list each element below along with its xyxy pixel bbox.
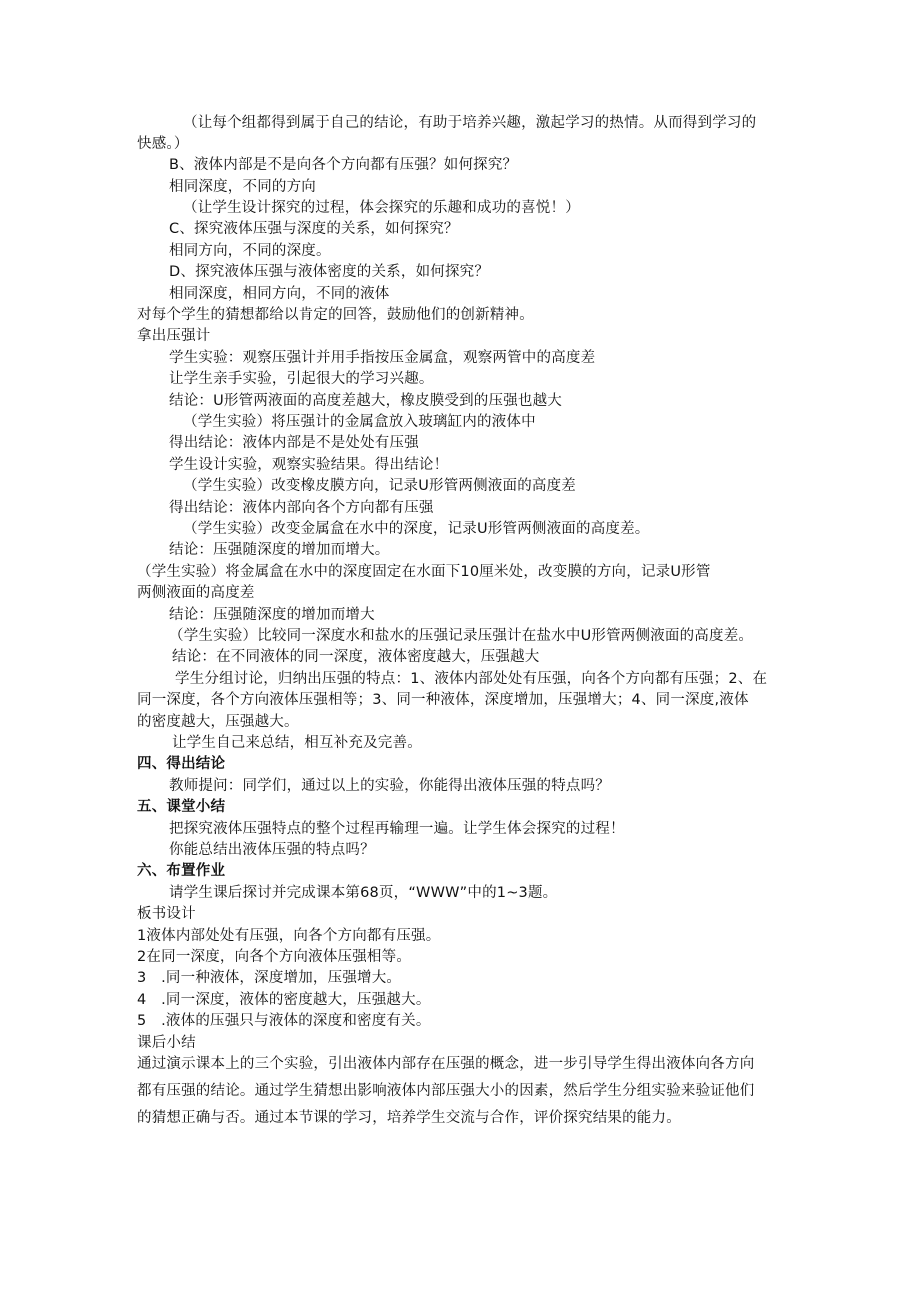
text-line: 课后小结 bbox=[137, 1035, 196, 1051]
text-line: 的猜想正确与否。通过本节课的学习，培养学生交流与合作，评价探究结果的能力。 bbox=[137, 1110, 681, 1126]
text-line: 相同深度，不同的方向 bbox=[169, 179, 316, 195]
list-item: 2在同一深度，向各个方向液体压强相等。 bbox=[137, 949, 412, 965]
list-item: 1液体内部处处有压强，向各个方向都有压强。 bbox=[137, 928, 441, 944]
text-line: 板书设计 bbox=[137, 906, 196, 922]
text-line: 快感。） bbox=[137, 136, 189, 152]
text-line: 你能总结出液体压强的特点吗？ bbox=[169, 842, 375, 858]
text-line: 通过演示课本上的三个实验，引出液体内部存在压强的概念，进一步引导学生得出液体向各方向 bbox=[137, 1056, 755, 1072]
text-line: （学生实验）将金属盒在水中的深度固定在水面下10厘米处，改变膜的方向，记录U形管 bbox=[137, 564, 711, 580]
text-line: D、探究液体压强与液体密度的关系，如何探究？ bbox=[169, 264, 490, 280]
list-item: 3 .同一种液体，深度增加，压强增大。 bbox=[137, 970, 402, 986]
text-line: 结论：压强随深度的增加而增大 bbox=[169, 607, 375, 623]
list-item: 5 .液体的压强只与液体的深度和密度有关。 bbox=[137, 1013, 431, 1029]
text-line: （让学生设计探究的过程，体会探究的乐趣和成功的喜悦！） bbox=[183, 200, 580, 216]
text-line: 对每个学生的猜想都给以肯定的回答，鼓励他们的创新精神。 bbox=[137, 307, 534, 323]
text-line: 相同深度，相同方向，不同的液体 bbox=[169, 286, 390, 302]
text-line: B、液体内部是不是向各个方向都有压强？如何探究？ bbox=[169, 157, 518, 173]
text-line: 都有压强的结论。通过学生猜想出影响液体内部压强大小的因素，然后学生分组实验来验证他们 bbox=[137, 1083, 755, 1099]
text-line: 学生实验：观察压强计并用手指按压金属盒，观察两管中的高度差 bbox=[169, 350, 596, 366]
text-line: （学生实验）比较同一深度水和盐水的压强记录压强计在盐水中U形管两侧液面的高度差。 bbox=[169, 628, 754, 644]
text-line: （让每个组都得到属于自己的结论，有助于培养兴趣，激起学习的热情。从而得到学习的 bbox=[183, 115, 757, 131]
text-line: 同一深度，各个方向液体压强相等；3、同一种液体，深度增加，压强增大；4、同一深度,液体 bbox=[137, 692, 749, 708]
text-line: 结论：U形管两液面的高度差越大，橡皮膜受到的压强也越大 bbox=[169, 393, 563, 409]
text-line: （学生实验）改变橡皮膜方向，记录U形管两侧液面的高度差 bbox=[183, 478, 577, 494]
text-line: 让学生自己来总结，相互补充及完善。 bbox=[172, 735, 422, 751]
text-line: 学生设计实验，观察实验结果。得出结论！ bbox=[169, 457, 449, 473]
text-line: （学生实验）改变金属盒在水中的深度，记录U形管两侧液面的高度差。 bbox=[183, 521, 650, 537]
text-line: 得出结论：液体内部是不是处处有压强 bbox=[169, 435, 419, 451]
section-heading: 六、布置作业 bbox=[137, 863, 226, 879]
list-item: 4 .同一深度，液体的密度越大，压强越大。 bbox=[137, 992, 431, 1008]
text-line: 结论：压强随深度的增加而增大。 bbox=[169, 542, 390, 558]
text-line: 请学生课后探讨并完成课本第68页，“WWW”中的1~3题。 bbox=[169, 885, 558, 901]
text-line: 结论：在不同液体的同一深度，液体密度越大，压强越大 bbox=[172, 649, 540, 665]
text-line: 的密度越大，压强越大。 bbox=[137, 714, 299, 730]
text-line: 拿出压强计 bbox=[137, 328, 211, 344]
text-line: 把探究液体压强特点的整个过程再输理一遍。让学生体会探究的过程！ bbox=[169, 821, 625, 837]
text-line: C、探究液体压强与深度的关系，如何探究？ bbox=[169, 221, 459, 237]
section-heading: 四、得出结论 bbox=[137, 756, 226, 772]
text-line: （学生实验）将压强计的金属盒放入玻璃缸内的液体中 bbox=[183, 414, 536, 430]
text-line: 相同方向，不同的深度。 bbox=[169, 243, 331, 259]
text-line: 教师提问：同学们，通过以上的实验，你能得出液体压强的特点吗？ bbox=[169, 778, 610, 794]
text-line: 让学生亲手实验，引起很大的学习兴趣。 bbox=[169, 371, 434, 387]
text-line: 学生分组讨论，归纳出压强的特点：1、液体内部处处有压强，向各个方向都有压强；2、在 bbox=[175, 671, 768, 687]
section-heading: 五、课堂小结 bbox=[137, 799, 226, 815]
text-line: 两侧液面的高度差 bbox=[137, 585, 255, 601]
text-line: 得出结论：液体内部向各个方向都有压强 bbox=[169, 500, 434, 516]
